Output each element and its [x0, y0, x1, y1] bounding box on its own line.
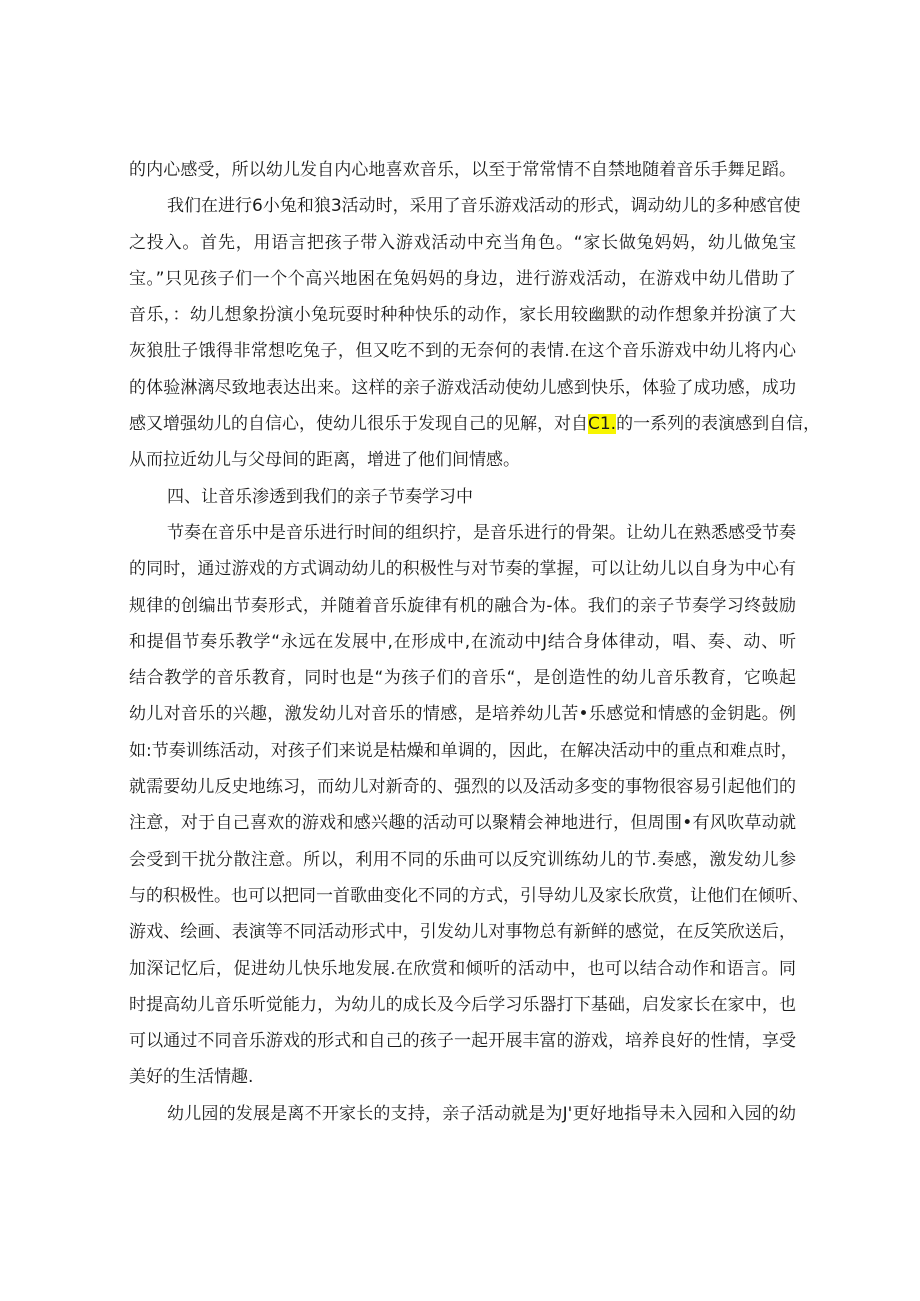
text-line: 之投入。首先，用语言把孩子带入游戏活动中充当角色。“家长做兔妈妈，幼儿做兔宝 [129, 232, 796, 253]
text-line: 幼儿对音乐的兴趣，激发幼儿对音乐的情感，是培养幼儿苦•乐感觉和情感的金钥匙。例 [129, 704, 796, 725]
text-line: 规律的创编出节奏形式，并随着音乐旋律有机的融合为-体。我们的亲子节奏学习终鼓励 [129, 595, 796, 616]
text-line: 的同时，通过游戏的方式调动幼儿的积极性与对节奏的掌握，可以让幼儿以自身为中心有 [129, 559, 796, 580]
text-line: 四、让音乐渗透到我们的亲子节奏学习中 [167, 486, 473, 507]
text-line: 结合教学的音乐教育，同时也是“为孩子们的音乐“，是创造性的幼儿音乐教育，它唤起 [129, 668, 796, 689]
highlighted-text: C1. [588, 414, 617, 435]
text-line: 游戏、绘画、表演等不同活动形式中，引发幼儿对事物总有新鲜的感觉，在反笑欣送后， [129, 922, 796, 943]
text-line: 可以通过不同音乐游戏的形式和自己的孩子一起开展丰富的游戏，培养良好的性情，享受 [129, 1031, 796, 1052]
text-line: 美好的生活情趣. [129, 1067, 254, 1088]
text-line: 宝。”只见孩子们一个个高兴地困在兔妈妈的身边，进行游戏活动，在游戏中幼儿借助了 [129, 268, 796, 289]
text-line: 会受到干扰分散注意。所以，利用不同的乐曲可以反究训练幼儿的节.奏感，激发幼儿参 [129, 849, 796, 870]
text-line: 加深记忆后，促进幼儿快乐地发展.在欣赏和倾听的活动中，也可以结合动作和语言。同 [129, 958, 796, 979]
text-segment: 的一系列的表演感到自信， [616, 414, 821, 435]
text-line: 节奏在音乐中是音乐进行时间的组织拧，是音乐进行的骨架。让幼儿在熟悉感受节奏 [167, 522, 796, 543]
text-line: 灰狼肚子饿得非常想吃兔子，但又吃不到的无奈何的表情.在这个音乐游戏中幼儿将内心 [129, 341, 796, 362]
text-line: 就需要幼儿反史地练习，而幼儿对新奇的、强烈的以及活动多变的事物很容易引起他们的 [129, 777, 796, 798]
text-line: 的体验淋漓尽致地表达出来。这样的亲子游戏活动使幼儿感到快乐，体验了成功感，成功 [129, 377, 796, 398]
text-line: 如:节奏训练活动，对孩子们来说是枯燥和单调的，因此，在解决活动中的重点和难点时， [129, 740, 798, 761]
text-line: 从而拉近幼儿与父母间的距离，增进了他们间情感。 [129, 450, 520, 471]
text-line [129, 406, 821, 442]
text-line: 幼儿园的发展是离不开家长的支持，亲子活动就是为J'更好地指导未入园和入园的幼 [167, 1103, 796, 1124]
text-line: 我们在进行6小兔和狼3活动时，采用了音乐游戏活动的形式，调动幼儿的多种感官使 [167, 196, 801, 217]
document-body [129, 152, 821, 1132]
text-line: 的内心感受，所以幼儿发自内心地喜欢音乐，以至于常常情不自禁地随着音乐手舞足蹈。 [129, 160, 796, 180]
text-line: 注意，对于自己喜欢的游戏和感兴趣的活动可以聚精会神地进行，但周围•有风吹草动就 [129, 813, 796, 834]
text-segment: 感又增强幼儿的自信心，使幼儿很乐于发现自己的见解，对自 [129, 414, 588, 435]
text-line: 时提高幼儿音乐听觉能力，为幼儿的成长及今后学习乐器打下基础，启发家长在家中，也 [129, 994, 796, 1015]
text-line: 和提倡节奏乐教学“永远在发展中,在形成中,在流动中J结合身体律动，唱、奏、动、听 [129, 631, 796, 652]
text-line: 音乐，：幼儿想象扮演小兔玩耍时种种快乐的动作，家长用较幽默的动作想象并扮演了大 [129, 305, 796, 326]
text-line: 与的积极性。也可以把同一首歌曲变化不同的方式，引导幼儿及家长欣赏，让他们在倾听、 [129, 885, 809, 906]
